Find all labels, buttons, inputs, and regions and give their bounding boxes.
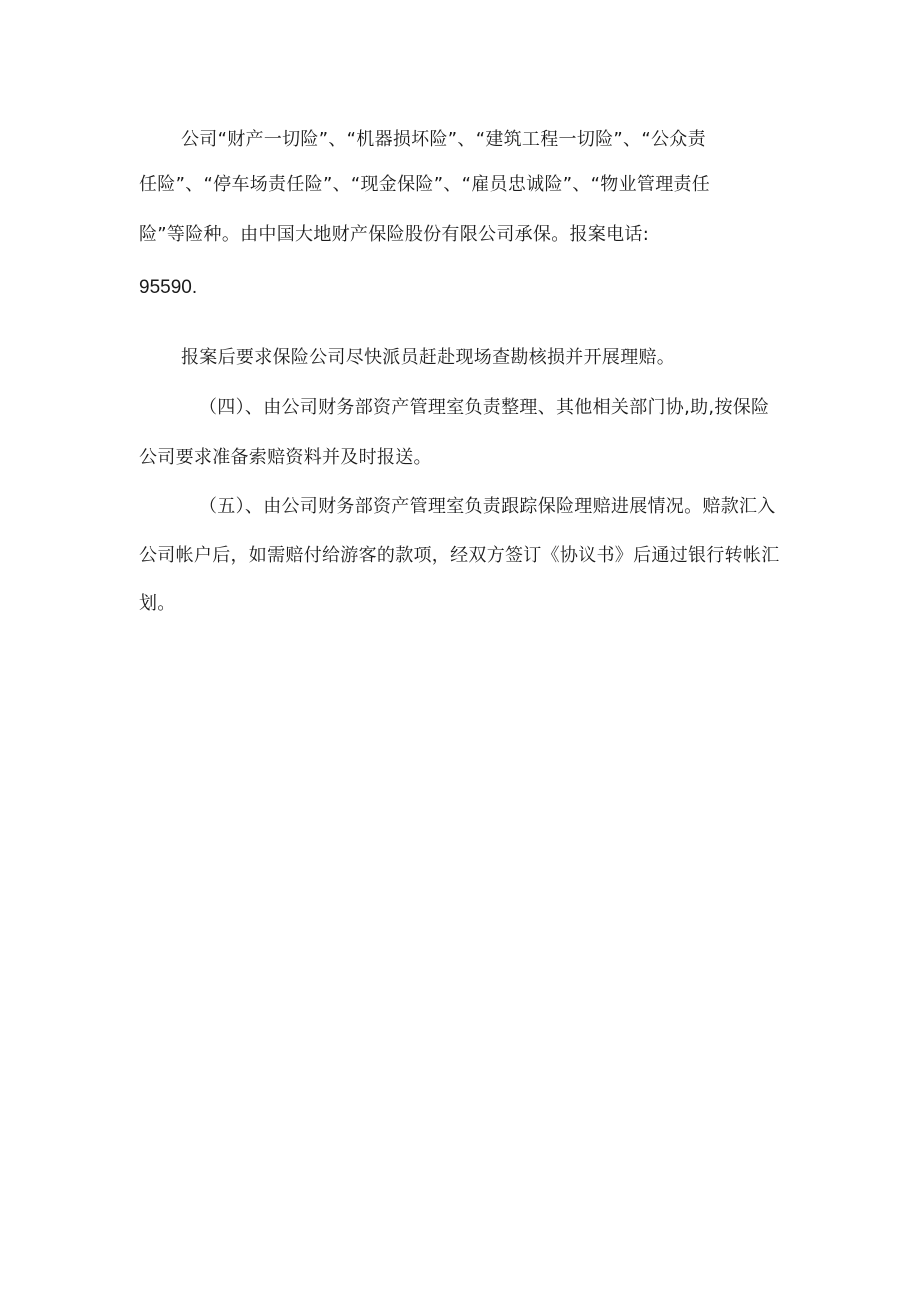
- paragraph-4-line-3: 划。: [139, 593, 176, 614]
- paragraph-2-line-1: 报案后要求保险公司尽快派员赶赴现场查勘核损并开展理赔。: [181, 347, 676, 368]
- paragraph-1-line-3: 险”等险种。由中国大地财产保险股份有限公司承保。报案电话:: [139, 224, 650, 245]
- paragraph-3-line-1: （四）、由公司财务部资产管理室负责整理、其他相关部门协,助,按保险: [199, 397, 770, 418]
- paragraph-4-line-1: （五）、由公司财务部资产管理室负责跟踪保险理赔进展情况。赔款汇入: [199, 496, 776, 517]
- paragraph-1-line-2: 任险”、“停车场责任险”、“现金保险”、“雇员忠诚险”、“物业管理责任: [139, 174, 711, 195]
- paragraph-3-line-2: 公司要求准备索赔资料并及时报送。: [139, 447, 432, 468]
- paragraph-1-line-4-phone: 95590.: [139, 277, 198, 298]
- paragraph-4-line-2: 公司帐户后，如需赔付给游客的款项，经双方签订《协议书》后通过银行转帐汇: [139, 545, 780, 566]
- paragraph-1-line-1: 公司“财产一切险”、“机器损坏险”、“建筑工程一切险”、“公众责: [181, 129, 706, 150]
